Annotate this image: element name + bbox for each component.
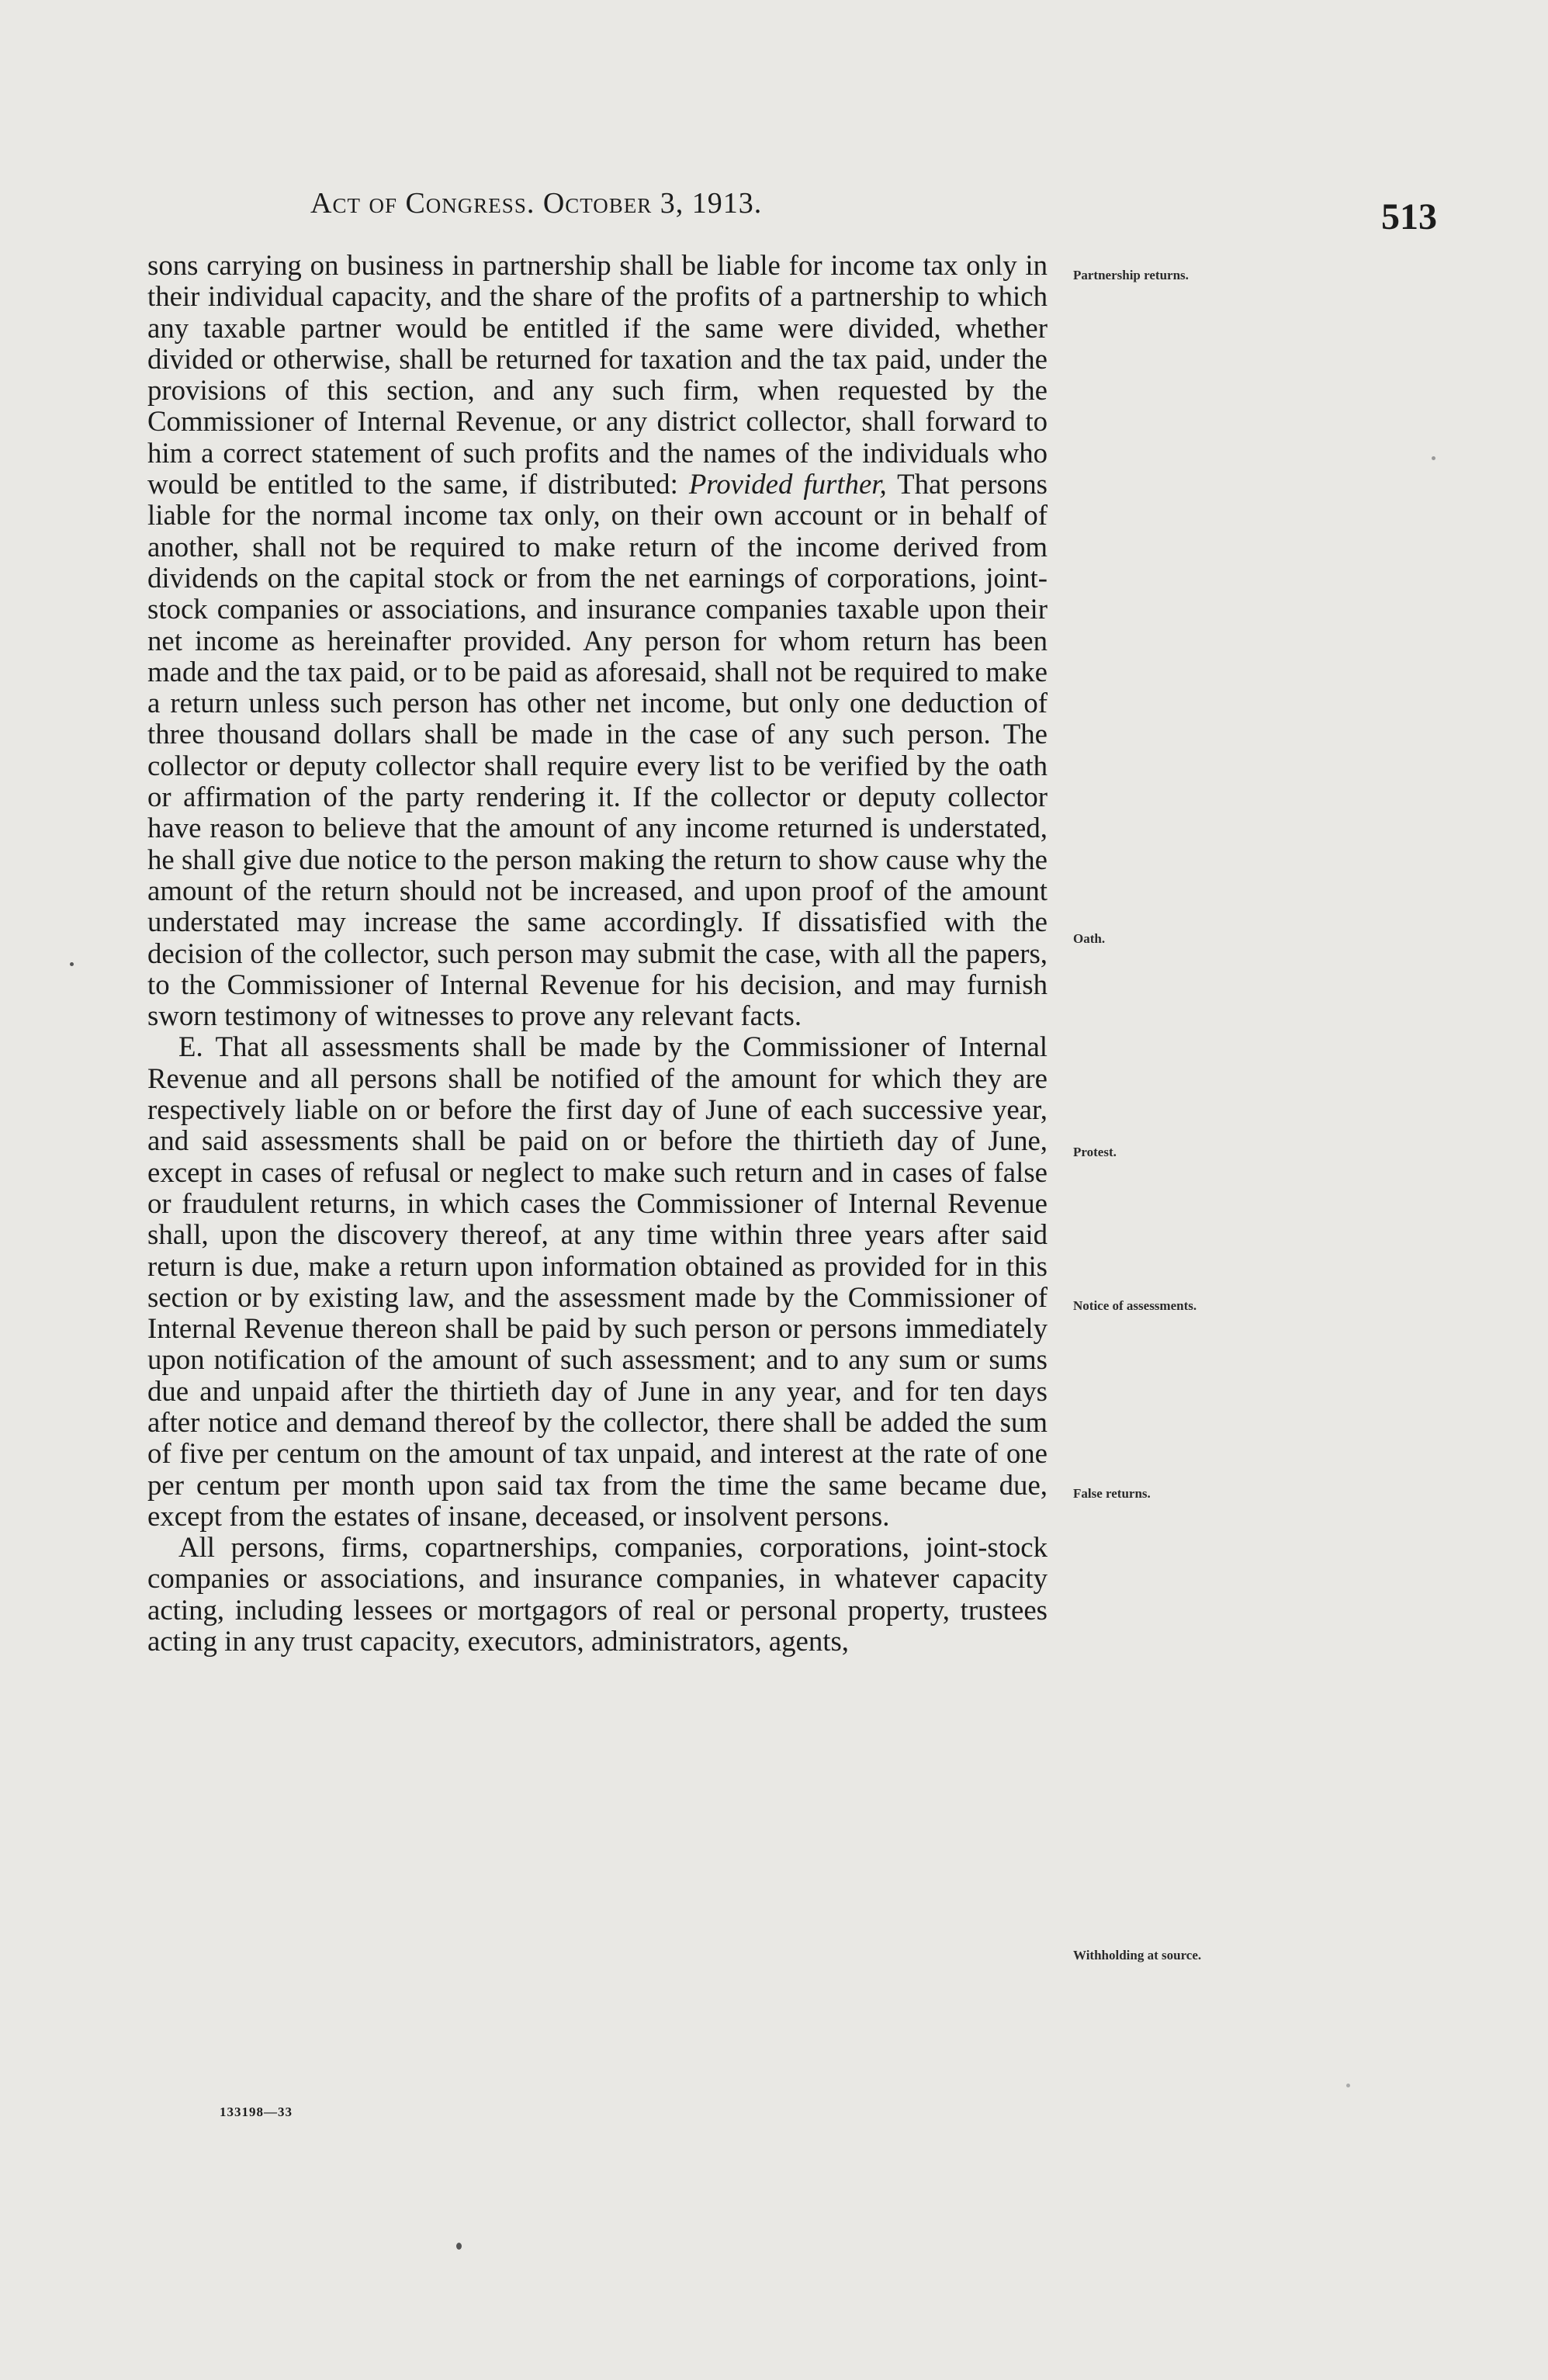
- page-number: 513: [1381, 196, 1437, 237]
- marginal-note-false-returns: False returns.: [1073, 1486, 1151, 1501]
- body-text: [147, 250, 1048, 1657]
- paper-speck: [1432, 456, 1435, 460]
- paragraph-withholding: All persons, firms, copartnerships, companies, corporations, joint-stock companies or associations, and insurance companies, in whatever capacity acting, including lessees or mortgagors of real or personal property, trustees acting in any trust capacity, executors, administrators, agents,: [147, 1531, 1048, 1658]
- page-header: [0, 180, 1548, 237]
- marginal-note-oath: Oath.: [1073, 931, 1106, 946]
- marginal-note-notice-of-assessments: Notice of assessments.: [1073, 1298, 1197, 1313]
- marginal-note-protest: Protest.: [1073, 1145, 1117, 1159]
- paragraph-partnership-text-2: That persons liable for the normal income tax only, on their own account or in behalf of another, shall not be required to make return of the income derived from dividends on the capital stock or from the net earnings of corporations, joint-stock companies or associations, and insurance companies taxable upon their net income as hereinafter provided. Any person for whom return has been made and the tax paid, or to be paid as aforesaid, shall not be required to make a return unless such person has other net income, but only one deduction of three thousand dollars shall be made in the case of any such person. The collector or deputy collector shall require every list to be verified by the oath or affirmation of the party rendering it. If the collector or deputy collector have reason to believe that the amount of any income returned is understated, he shall give due notice to the person making the return to show cause why the amount of the return should not be increased, and upon proof of the amount understated may increase the same accordingly. If dissatisfied with the decision of the collector, such person may submit the case, with all the papers, to the Commissioner of Internal Revenue for his decision, and may furnish sworn testimony of witnesses to prove any relevant facts.: [147, 468, 1048, 1032]
- paragraph-partnership-text-1: sons carrying on business in partnership shall be liable for income tax only in their individual capacity, and the share of the profits of a partnership to which any taxable partner would be entitled if the same were divided, whether divided or otherwise, shall be returned for taxation and the tax paid, under the provisions of this section, and any such firm, when requested by the Commissioner of Internal Revenue, or any district collector, shall forward to him a correct statement of such profits and the names of the individuals who would be entitled to the same, if distributed:: [147, 249, 1048, 501]
- running-head: Act of Congress. October 3, 1913.: [310, 187, 763, 220]
- marginal-note-withholding-at-source: Withholding at source.: [1073, 1948, 1202, 1963]
- paragraph-assessments: E. That all assessments shall be made by the Commissioner of Internal Revenue and all persons shall be notified of the amount for which they are respectively liable on or before the first day of June of each successive year, and said assessments shall be paid on or before the thirtieth day of June, except in cases of refusal or neglect to make such return and in cases of false or fraudulent returns, in which cases the Commissioner of Internal Revenue shall, upon the discovery thereof, at any time within three years after said return is due, make a return upon information obtained as provided for in this section or by existing law, and the assessment made by the Commissioner of Internal Revenue thereon shall be paid by such person or persons immediately upon notification of the amount of such assessment; and to any sum or sums due and unpaid after the thirtieth day of June in any year, and for ten days after notice and demand thereof by the collector, there shall be added the sum of five per centum on the amount of tax unpaid, and interest at the rate of one per centum per month upon said tax from the time the same became due, except from the estates of insane, deceased, or insolvent persons.: [147, 1031, 1048, 1532]
- paper-speck: [70, 962, 74, 966]
- paper-speck: [456, 2243, 462, 2250]
- marginal-note-partnership-returns: Partnership returns.: [1073, 268, 1189, 282]
- paragraph-partnership: [147, 250, 1048, 1031]
- provided-further-italic: Provided further,: [688, 468, 887, 501]
- signature-mark: 133198—33: [220, 2105, 293, 2119]
- paper-speck: [1346, 2084, 1350, 2087]
